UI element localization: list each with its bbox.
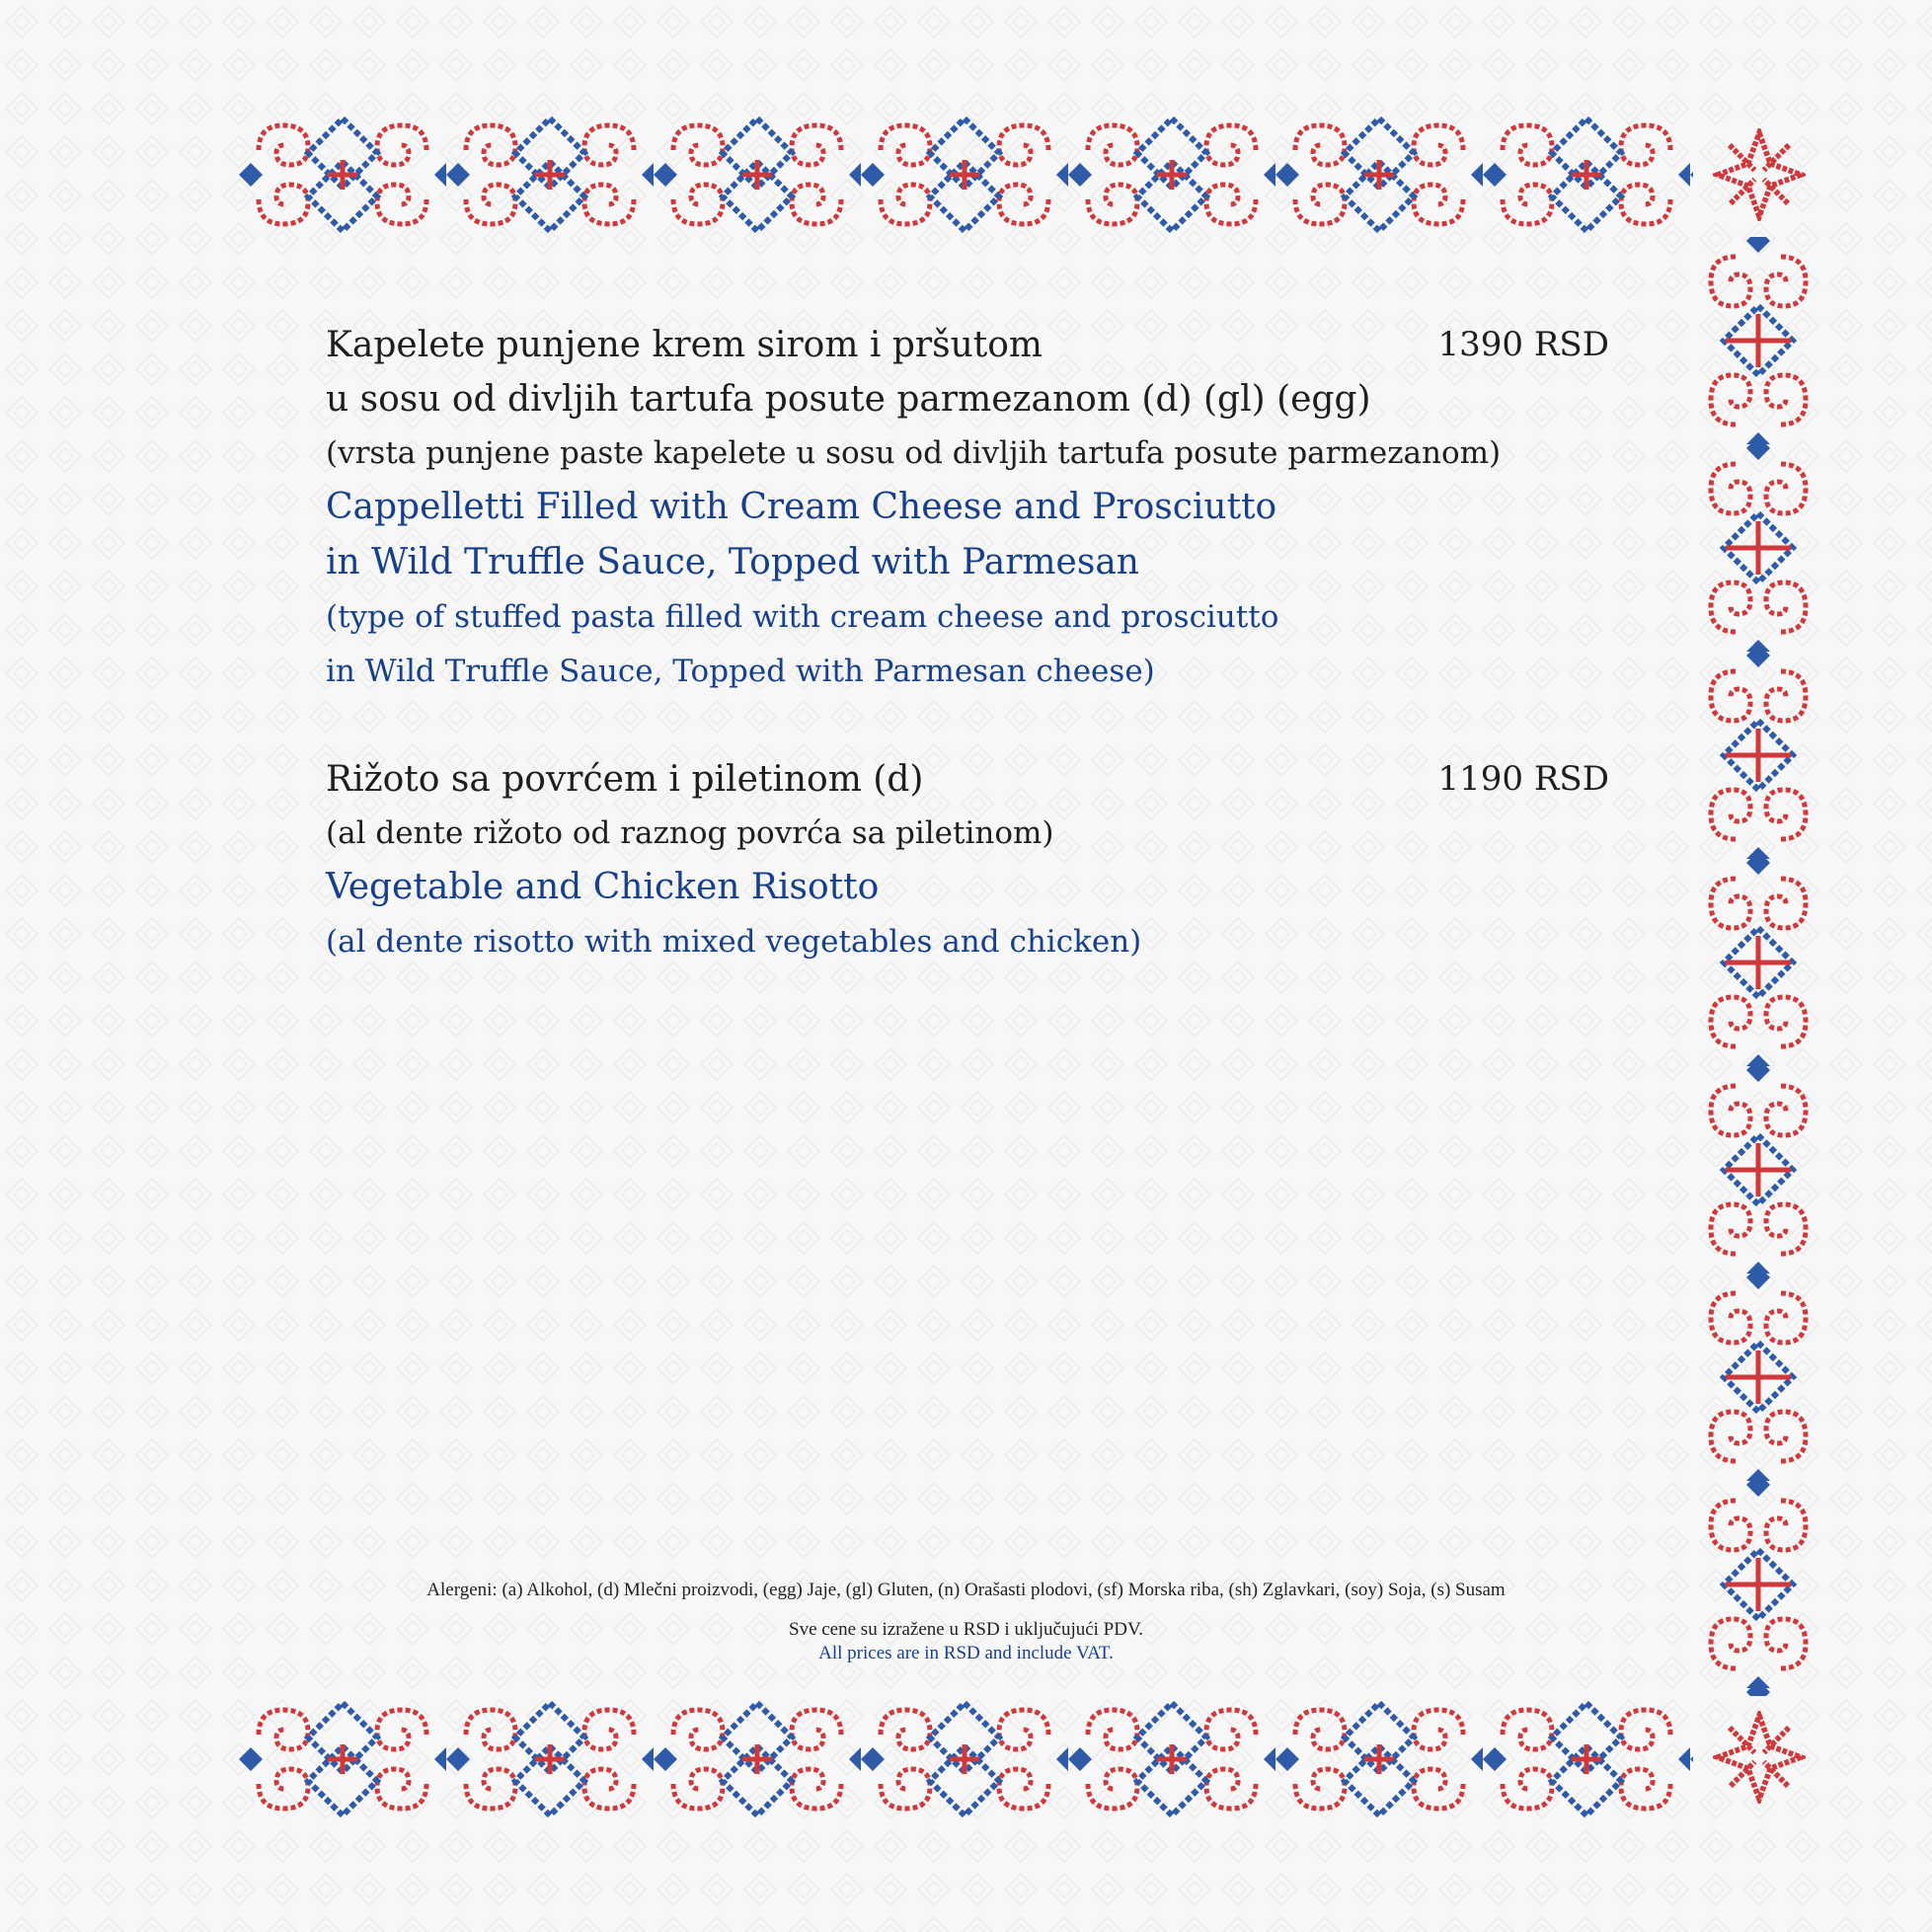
dish-title-en-line2: in Wild Truffle Sauce, Topped with Parmesan xyxy=(326,542,1139,582)
cross-stitch-star-icon xyxy=(1713,128,1806,221)
allergens-note: Alergeni: (a) Alkohol, (d) Mlečni proizvodi, (egg) Jaje, (gl) Gluten, (n) Orašasti plodovi, (sf) Morska riba, (sh) Zglavkari, (soy) Soja, (s) Susam xyxy=(426,1580,1506,1600)
dish-title-en: Cappelletti Filled with Cream Cheese and Prosciutto xyxy=(326,487,1277,527)
top-embroidery-border xyxy=(239,111,1693,239)
bottom-embroidery-border xyxy=(239,1695,1693,1823)
dish-description-en: (al dente risotto with mixed vegetables and chicken) xyxy=(326,924,1142,960)
dish-title-sr-line2: u sosu od divljih tartufa posute parmezanom (d) (gl) (egg) xyxy=(326,379,1371,420)
dish-description-sr: (al dente rižoto od raznog povrća sa piletinom) xyxy=(326,815,1054,851)
cross-stitch-star-icon xyxy=(1713,1711,1806,1804)
right-embroidery-border xyxy=(1696,237,1820,1696)
menu-item-risotto xyxy=(326,752,1609,969)
dish-price: 1190 RSD xyxy=(1437,759,1609,799)
dish-title-sr: Kapelete punjene krem sirom i pršutom 1390 RSD xyxy=(326,318,1609,372)
dish-price: 1390 RSD xyxy=(1437,325,1609,364)
prices-note-en: All prices are in RSD and include VAT. xyxy=(818,1643,1114,1663)
prices-note-sr: Sve cene su izražene u RSD i uključujući PDV. xyxy=(789,1619,1143,1640)
menu-item-cappelletti xyxy=(326,318,1609,699)
dish-title-en: Vegetable and Chicken Risotto xyxy=(326,867,880,907)
dish-description-sr: (vrsta punjene paste kapelete u sosu od divljih tartufa posute parmezanom) xyxy=(326,435,1502,471)
dish-description-en: (type of stuffed pasta filled with cream cheese and prosciutto xyxy=(326,599,1279,635)
dish-description-en-line2: in Wild Truffle Sauce, Topped with Parmesan cheese) xyxy=(326,654,1155,689)
dish-title-sr: Rižoto sa povrćem i piletinom (d) 1190 RSD xyxy=(326,752,1609,807)
